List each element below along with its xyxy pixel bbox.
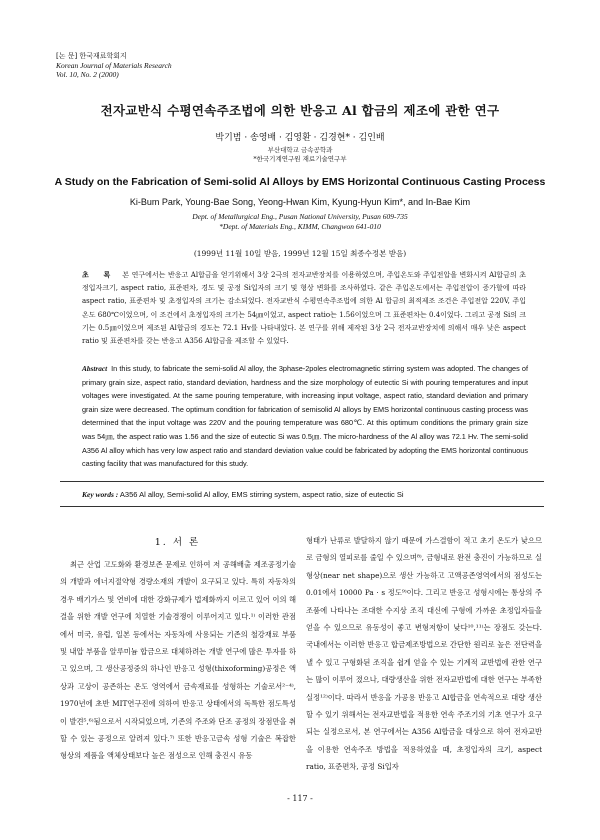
affiliation-en-1: Dept. of Metallurgical Eng., Pusan National University, Pusan 609-735 [192,212,408,221]
body-column-right [306,532,542,776]
affiliations-english [0,212,600,232]
authors-korean: 박기범 · 송영배 · 김영환 · 김경현* · 김인배 [215,133,385,143]
journal-name-en: Korean Journal of Materials Research [56,61,172,70]
title-korean: 전자교반식 수평연속주조법에 의한 반응고 Al 합금의 제조에 관한 연구 [100,103,500,118]
title-english: A Study on the Fabrication of Semi-solid Al Alloys by EMS Horizontal Continuous Casting Process [54,176,546,188]
keywords-bottom-rule [60,506,544,507]
affiliation-ko-2: *한국기계연구원 재료기술연구부 [253,155,347,163]
right-column-paragraph: 형태가 난류로 발달하지 않기 때문에 가스결함이 적고 초기 온도가 낮으므로 금형의 열피로를 줄일 수 있으며⁸⁾, 금형내로 완전 충진이 가능하므로 실형상(near net shape)으로 생산 가능하고 고액공존영역에서의 점성도는 0.01에서 10000 Pa · s 정도⁹⁾이다. 그리고 반응고 성형시에는 통상의 주조품에 나타나는 조대한 수지상 조직 대신에 구형에 가까운 초정입자들을 얻을 수 있으므로 유동성이 좋고 변형저항이 낮다¹⁰,¹¹⁾는 장점도 갖는다. 국내에서는 이러한 반응고 합금제조방법으로 간단한 원리로 높은 전단력을 낼 수 있고 구형화된 조직을 쉽게 얻을 수 있는 기계적 교반법에 관한 연구는 많이 이루어 졌으나, 대량생산을 위한 전자교반법에 대한 연구는 부족한 실정¹²⁾이다. 따라서 반응을 가공용 반응고 Al합금을 연속적으로 대량 생산할 수 있기 위해서는 전자교반법을 적용한 연속 주조기의 기초 연구가 요구되는 실정으로서, 본 연구에서는 A356 Al합금을 대상으로 하여 전자교반을 이용한 연속주조 방법을 적용하였을 때, 초정입자의 크기, aspect ratio, 표준편차, 공정 Si입자 [306,536,542,772]
abstract-english [82,362,528,471]
abstract-ko-text: 본 연구에서는 반응고 Al합금을 얻기위해서 3상 2극의 전자교반장치를 이용하였으며, 주입온도와 주입전압을 변화시켜 Al합금의 초정입자크기, aspect ratio, 표준편차, 경도 및 공정 Si입자의 크기 및 형상 변화를 조사하였다. 같은 주입온도에서는 주입전압이 증가할에 따라 aspect ratio, 표준편차 및 초정입자의 크기는 감소되었다. 전자교반식 수평연속주조법에 의한 Al 합금의 최적제조 조건은 주입전압 220V, 주입온도 680℃이었으며, 이 조건에서 초정입자의 크기는 54㎛이었고, aspect ratio는 1.56이었으며 그 표준편차는 0.4이었다. 그리고 공정 Si의 크기는 0.5㎛이었으며 제조된 Al합금의 경도는 72.1 Hv를 나타내었다. 본 연구를 위해 제작된 3상 2극 전자교반장치에 의해서 매우 낮은 aspect ratio 및 표준편차를 갖는 반응고 A356 Al합금을 제조할 수 있었다. [82,271,526,346]
received-dates: (1999년 11월 10일 받음, 1999년 12월 15일 최종수정본 받음) [193,249,407,258]
keywords-top-rule [60,481,544,482]
authors-english: Ki-Bum Park, Young-Bae Song, Yeong-Hwan Kim, Kyung-Hyun Kim*, and In-Bae Kim [129,197,471,207]
left-column-paragraph: 최근 산업 고도화와 환경보존 문제로 인하여 저 공해배출 제조공정기술의 개발과 에너지절약형 경량소재의 개발이 요구되고 있다. 특히 자동차의 경우 배기가스 및 연비에 대한 강화규제가 법제화까지 이르고 있어 이의 해결을 위한 개발 연구에 치열한 기술경쟁이 이루어지고 있다.¹⁾ 이러한 관점에서 미국, 유럽, 일본 등에서는 자동차에 사용되는 기존의 철강재료 부품 및 내압 부품을 알루미늄 합금으로 대체하려는 개발 연구에 많은 투자를 하고 있으며, 그 생산공정중의 하나인 반응고 성형(thixoforming)공정은 액상과 고상이 공존하는 온도 영역에서 금속재료를 성형하는 기술로서²⁻⁴⁾, 1970년에 초반 MIT연구진에 의하여 반응고 상태에서의 독특한 점도특성이 발견⁵,⁶⁾됨으로서 시작되었으며, 기존의 주조와 단조 공정의 장점만을 취할 수 있는 공정으로 알려져 있다.⁷⁾ 또한 반응고금속 성형 기술은 복잡한 형상의 제품을 액체상태보다 높은 점성으로 인해 충진시 유동 [60,560,296,761]
abstract-en-label: Abstract [82,364,108,373]
abstract-en-text: In this study, to fabricate the semi-solid Al alloy, the 3phase-2poles electromagnetic stirring system was adopted. The changes of primary grain size, aspect ratio, standard deviation, hardness and the size morphology of eutectic Si with pouring temperatures and input voltages were investigated. At the same pouring temperature, with increasing input voltage, aspect ratio, standard deviation and primary grain size were decreased. The optimum condition for fabrication of semisolid Al alloys by EMS horizontal continuous casting process was determined that the input voltage was 220V and the pouring temperature was 680℃. At this optimum conditions the primary grain size was 54㎛, the aspect ratio was 1.56 and the size of eutectic Si was 0.5㎛. The micro-hardness of the Al alloy was 72.1 Hv. The semi-solid A356 Al alloy which has very low aspect ratio and standard deviation value could be fabricated by adopting the EMS horizontal continuous casting facility that was manufactured for this study. [82,364,528,469]
body-column-left [60,556,296,765]
affiliations-korean [0,146,600,164]
keywords-text: A356 Al alloy, Semi-solid Al alloy, EMS stirring system, aspect ratio, size of eutectic Si [119,490,404,499]
abstract-korean [82,268,526,348]
abstract-ko-label: 초 록 [82,270,117,279]
journal-volume: Vol. 10, No. 2 (2000) [56,70,119,79]
page-number: - 117 - [287,794,313,803]
affiliation-ko-1: 부산대학교 금속공학과 [267,146,333,154]
keywords [82,490,528,499]
journal-label: [논 문] 한국재료학회지 [56,52,127,60]
section-heading-introduction: 1. 서 론 [154,537,201,548]
affiliation-en-2: *Dept. of Materials Eng., KIMM, Changwon 641-010 [219,222,381,231]
journal-header [56,52,172,79]
keywords-label: Key words : [82,490,119,499]
